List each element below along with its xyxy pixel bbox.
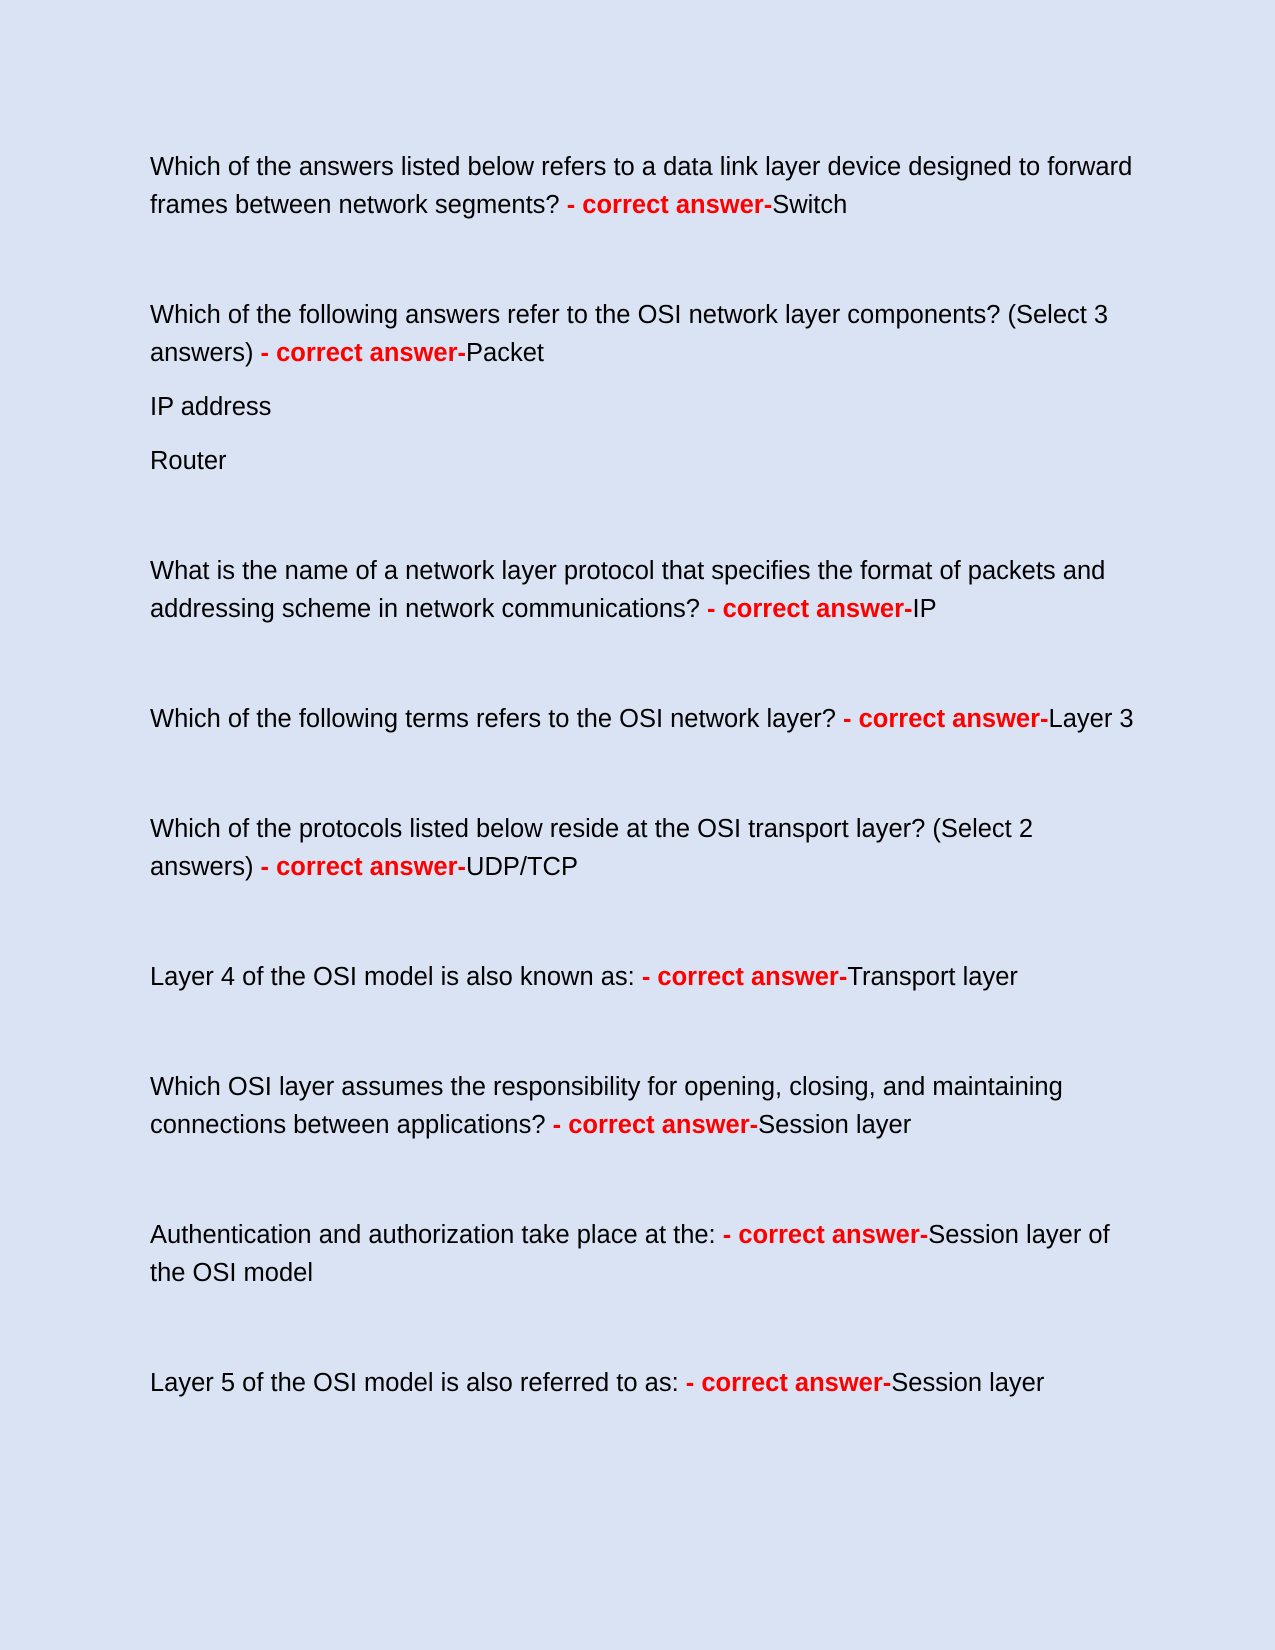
qa-paragraph bbox=[150, 296, 1135, 372]
qa-item bbox=[150, 1364, 1135, 1402]
question-text: Which of the answers listed below refers to a data link layer device designed to forward frames between network segments? bbox=[150, 153, 1133, 219]
qa-paragraph bbox=[150, 552, 1135, 628]
answer-text: Session layer bbox=[891, 1369, 1045, 1397]
qa-item bbox=[150, 148, 1135, 224]
question-text: Which of the following answers refer to the OSI network layer components? (Select 3 answers) bbox=[150, 301, 1109, 367]
correct-answer-marker: - correct answer- bbox=[678, 1369, 892, 1397]
additional-answer: Router bbox=[150, 447, 227, 475]
question-text: Layer 5 of the OSI model is also referred to as: bbox=[150, 1369, 679, 1397]
answer-text: Transport layer bbox=[847, 963, 1018, 991]
correct-answer-marker: - correct answer- bbox=[699, 595, 913, 623]
qa-item bbox=[150, 700, 1135, 738]
correct-answer-marker: - correct answer- bbox=[715, 1221, 929, 1249]
qa-paragraph bbox=[150, 1364, 1135, 1402]
qa-paragraph bbox=[150, 810, 1135, 886]
qa-item bbox=[150, 296, 1135, 480]
question-text: Which OSI layer assumes the responsibility for opening, closing, and maintaining connections between applications? bbox=[150, 1073, 1063, 1139]
answer-text: Layer 3 bbox=[1048, 705, 1134, 733]
correct-answer-marker: - correct answer- bbox=[634, 963, 848, 991]
question-text: What is the name of a network layer protocol that specifies the format of packets and addressing scheme in network communications? bbox=[150, 557, 1106, 623]
correct-answer-marker: - correct answer- bbox=[253, 339, 467, 367]
qa-item bbox=[150, 552, 1135, 628]
answer-text: Switch bbox=[772, 191, 848, 219]
qa-item bbox=[150, 1068, 1135, 1144]
qa-paragraph bbox=[150, 700, 1135, 738]
qa-paragraph bbox=[150, 1068, 1135, 1144]
qa-paragraph bbox=[150, 148, 1135, 224]
document-page bbox=[150, 148, 1135, 1474]
question-text: Authentication and authorization take place at the: bbox=[150, 1221, 716, 1249]
qa-paragraph bbox=[150, 958, 1135, 996]
qa-item bbox=[150, 810, 1135, 886]
correct-answer-marker: - correct answer- bbox=[835, 705, 1049, 733]
correct-answer-marker: - correct answer- bbox=[545, 1111, 759, 1139]
answer-text: UDP/TCP bbox=[466, 853, 578, 881]
correct-answer-marker: - correct answer- bbox=[253, 853, 467, 881]
correct-answer-marker: - correct answer- bbox=[559, 191, 773, 219]
question-text: Which of the following terms refers to the OSI network layer? bbox=[150, 705, 836, 733]
question-text: Which of the protocols listed below reside at the OSI transport layer? (Select 2 answers) bbox=[150, 815, 1034, 881]
answer-text: IP bbox=[912, 595, 937, 623]
answer-text: Session layer bbox=[758, 1111, 912, 1139]
answer-text: Packet bbox=[466, 339, 545, 367]
question-text: Layer 4 of the OSI model is also known as: bbox=[150, 963, 635, 991]
qa-item bbox=[150, 1216, 1135, 1292]
answer-text: Session layer of the OSI model bbox=[150, 1221, 1110, 1287]
qa-paragraph bbox=[150, 1216, 1135, 1292]
additional-answer: IP address bbox=[150, 393, 272, 421]
qa-item bbox=[150, 958, 1135, 996]
